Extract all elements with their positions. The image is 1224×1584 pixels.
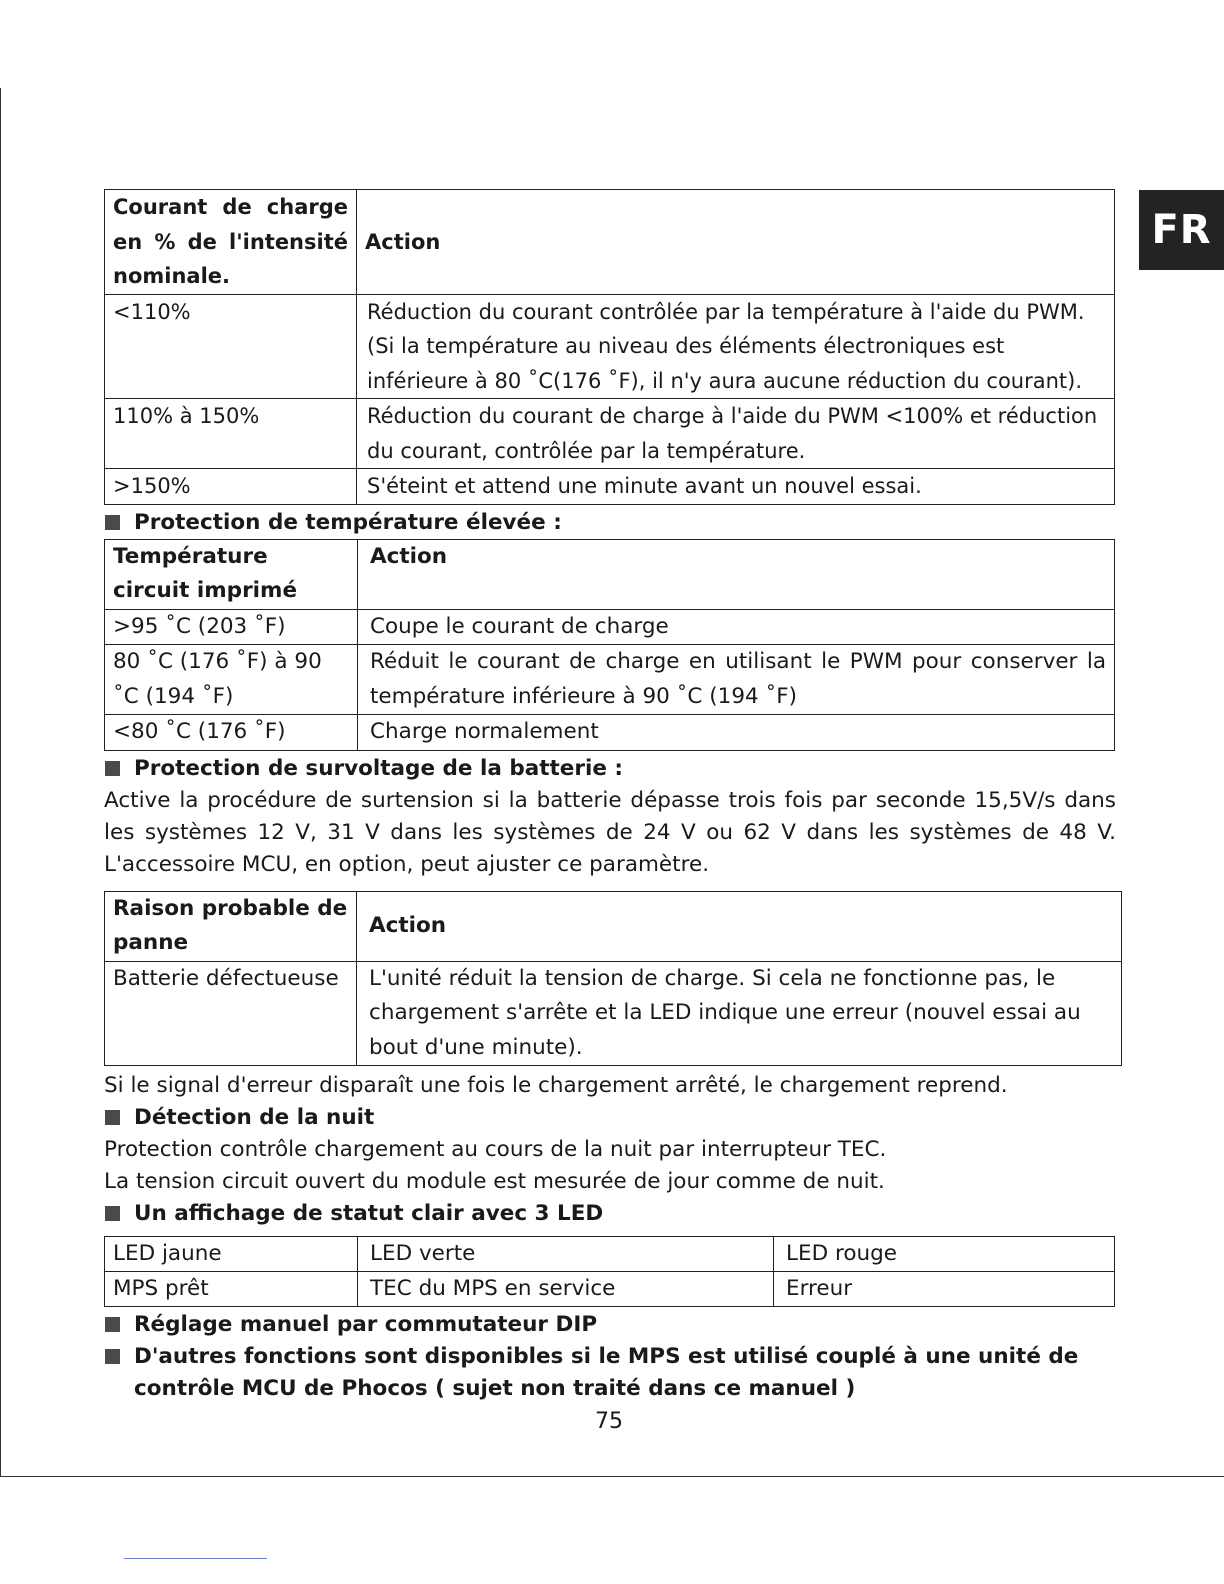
square-bullet-icon <box>105 1317 120 1332</box>
bottom-margin-rule <box>0 1476 1224 1477</box>
language-tab: FR <box>1139 190 1224 270</box>
footer-blue-rule <box>124 1558 267 1559</box>
section-heading-text: Protection de température élevée : <box>134 509 562 535</box>
table-header-row <box>105 539 1115 609</box>
page-number: 75 <box>595 1409 623 1434</box>
night-detection-line: Protection contrôle chargement au cours de la nuit par interrupteur TEC. <box>104 1137 887 1162</box>
table-row <box>105 1237 1115 1272</box>
section-heading-text: Détection de la nuit <box>134 1105 375 1130</box>
section-heading <box>104 507 1116 539</box>
table-row <box>105 715 1115 751</box>
charge-current-table <box>104 189 1115 505</box>
square-bullet-icon <box>105 515 120 530</box>
table-row <box>105 469 1115 505</box>
table-cell: <110% <box>105 294 357 399</box>
section-heading <box>104 1309 1116 1341</box>
table-cell: LED verte <box>358 1237 774 1272</box>
section-heading <box>104 1198 1116 1230</box>
table-cell: <80 ˚C (176 ˚F) <box>105 715 358 751</box>
overvoltage-paragraph: Active la procédure de surtension si la batterie dépasse trois fois par seconde 15,5V/s dans les systèmes 12 V, 31 V dans les systèmes de 24 V ou 62 V dans les systèmes de 48 V. L'accessoire MCU, en option, peut ajuster ce paramètre. <box>104 787 1116 877</box>
section-heading-text: Réglage manuel par commutateur DIP <box>134 1312 598 1337</box>
table-cell: Erreur <box>774 1272 1115 1307</box>
table-header-cell: Action <box>357 190 1115 295</box>
led-status-table <box>104 1236 1115 1307</box>
temperature-table <box>104 539 1115 751</box>
table-cell: Réduction du courant de charge à l'aide du PWM <100% et réduction du courant, contrôlée par la température. <box>357 399 1115 469</box>
table-cell: Réduit le courant de charge en utilisant le PWM pour conserver la température inférieure à 90 ˚C (194 ˚F) <box>358 645 1115 715</box>
table-cell: >95 ˚C (203 ˚F) <box>105 609 358 645</box>
table-row <box>105 1272 1115 1307</box>
section-heading-text: D'autres fonctions sont disponibles si le MPS est utilisé couplé à une unité de contrôle MCU de Phocos ( sujet non traité dans ce manuel ) <box>134 1344 1079 1401</box>
table-cell: Charge normalement <box>358 715 1115 751</box>
page-content <box>104 189 1116 1439</box>
square-bullet-icon <box>105 1110 120 1125</box>
square-bullet-icon <box>105 1206 120 1221</box>
table-header-row <box>105 891 1122 961</box>
table-row <box>105 294 1115 399</box>
table-cell: LED jaune <box>105 1237 358 1272</box>
section-heading <box>104 753 1116 785</box>
square-bullet-icon <box>105 1349 120 1364</box>
table-row <box>105 645 1115 715</box>
left-margin-rule <box>0 88 1 1476</box>
section-heading-text: Un affichage de statut clair avec 3 LED <box>134 1201 604 1226</box>
table-header-row <box>105 190 1115 295</box>
table-row <box>105 399 1115 469</box>
section-heading <box>104 1341 1116 1405</box>
table-row <box>105 961 1122 1066</box>
section-heading-text: Protection de survoltage de la batterie : <box>134 755 623 781</box>
table-header-cell: Action <box>358 539 1115 609</box>
table-cell: LED rouge <box>774 1237 1115 1272</box>
table-cell: S'éteint et attend une minute avant un nouvel essai. <box>357 469 1115 505</box>
fault-table <box>104 891 1122 1067</box>
table-header-cell: Action <box>357 891 1122 961</box>
table-header-cell: Raison probable de panne <box>105 891 357 961</box>
table-row <box>105 609 1115 645</box>
table-cell: Réduction du courant contrôlée par la température à l'aide du PWM. (Si la température au niveau des éléments électroniques est inférieure à 80 ˚C(176 ˚F), il n'y aura aucune réduction du courant). <box>357 294 1115 399</box>
table-cell: >150% <box>105 469 357 505</box>
table-cell: MPS prêt <box>105 1272 358 1307</box>
table-cell: 110% à 150% <box>105 399 357 469</box>
table-cell: 80 ˚C (176 ˚F) à 90 ˚C (194 ˚F) <box>105 645 358 715</box>
square-bullet-icon <box>105 761 120 776</box>
table-cell: L'unité réduit la tension de charge. Si cela ne fonctionne pas, le chargement s'arrête et la LED indique une erreur (nouvel essai au bout d'une minute). <box>357 961 1122 1066</box>
error-signal-paragraph: Si le signal d'erreur disparaît une fois le chargement arrêté, le chargement reprend. <box>104 1073 1008 1098</box>
table-header-cell: Courant de charge en % de l'intensité nominale. <box>105 190 357 295</box>
table-cell: TEC du MPS en service <box>358 1272 774 1307</box>
table-cell: Batterie défectueuse <box>105 961 357 1066</box>
table-header-cell: Température circuit imprimé <box>105 539 358 609</box>
section-heading <box>104 1102 1116 1134</box>
night-detection-line: La tension circuit ouvert du module est mesurée de jour comme de nuit. <box>104 1169 885 1194</box>
table-cell: Coupe le courant de charge <box>358 609 1115 645</box>
